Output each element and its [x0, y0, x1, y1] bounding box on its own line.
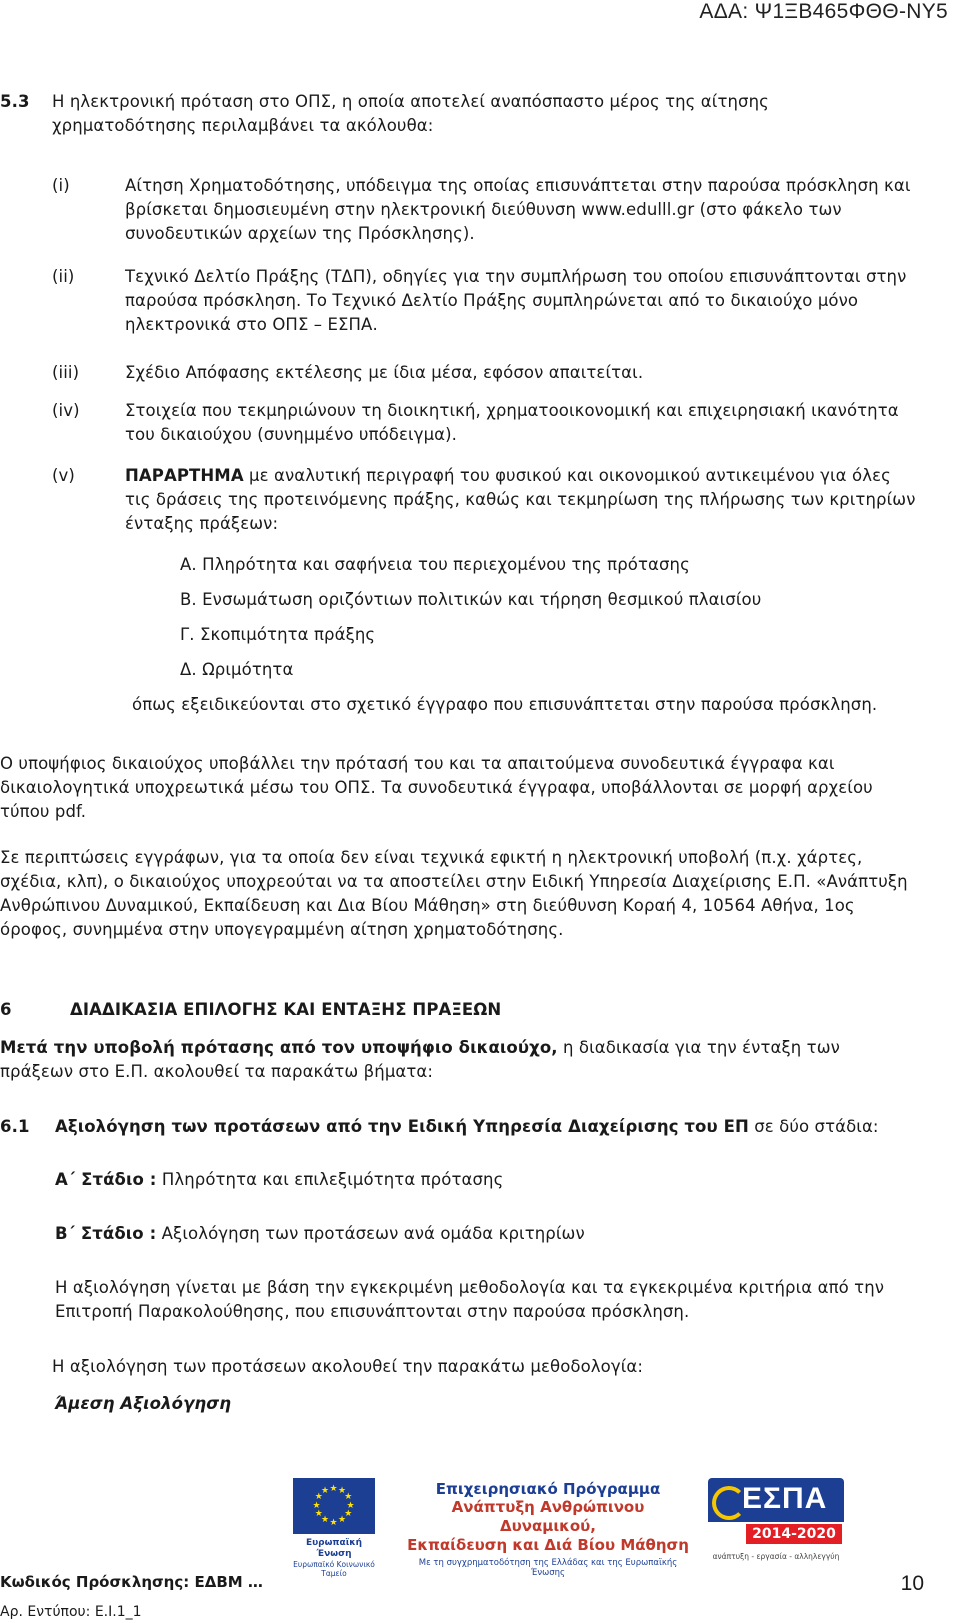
paragraph-line: όροφος, συνημμένα στην υπογεγραμμένη αίτηση χρηματοδότησης. — [0, 920, 564, 939]
item-line: ηλεκτρονικά στο ΟΠΣ – ΕΣΠΑ. — [125, 315, 378, 334]
item-line: ένταξης πράξεων: — [125, 514, 279, 533]
page-number: 10 — [900, 1572, 924, 1595]
item-line: βρίσκεται δημοσιευμένη στην ηλεκτρονική διεύθυνση www.edulll.gr (στο φάκελο των — [125, 200, 842, 219]
item-line: Σχέδιο Απόφασης εκτέλεσης με ίδια μέσα, εφόσον απαιτείται. — [125, 363, 644, 382]
item-line: Αίτηση Χρηματοδότησης, υπόδειγμα της οποίας επισυνάπτεται στην παρούσα πρόσκληση και — [125, 176, 911, 195]
item-line: τις δράσεις της προτεινόμενης πράξης, καθώς και τεκμηρίωση της πλήρωσης των κριτηρίων — [125, 490, 916, 509]
section-number: 6.1 — [0, 1117, 30, 1136]
eu-flag-icon — [293, 1478, 375, 1534]
item-line: συνοδευτικών αρχείων της Πρόσκλησης). — [125, 224, 475, 243]
paragraph-line: δικαιολογητικά υποχρεωτικά μέσω του ΟΠΣ. Τα συνοδευτικά έγγραφα, υποβάλλονται σε μορφή αρχείου — [0, 778, 873, 797]
eu-star-icon: ★ — [338, 1485, 347, 1496]
paragraph-line: Επιτροπή Παρακολούθησης, που επισυνάπτονται στην παρούσα πρόσκληση. — [55, 1302, 690, 1321]
item-label: (v) — [52, 466, 75, 485]
eu-star-icon: ★ — [314, 1509, 323, 1519]
paragraph-line: πράξεων στο Ε.Π. ακολουθεί τα παρακάτω βήματα: — [0, 1062, 434, 1081]
item-line: ΠΑΡΑΡΤΗΜΑ με αναλυτική περιγραφή του φυσικού και οικονομικού αντικειμένου για όλες — [125, 466, 891, 485]
form-number: Αρ. Εντύπου: Ε.Ι.1_1 — [0, 1604, 142, 1620]
espa-logo: ΕΣΠΑ 2014-2020 ανάπτυξη - εργασία - αλληλεγγύη — [708, 1478, 844, 1570]
direct-evaluation-heading: Άμεση Αξιολόγηση — [55, 1394, 232, 1413]
stage-b: Β΄ Στάδιο : Αξιολόγηση των προτάσεων ανά ομάδα κριτηρίων — [55, 1224, 585, 1243]
paragraph-line: Η αξιολόγηση γίνεται με βάση την εγκεκριμένη μεθοδολογία και τα εγκεκριμένα κριτήρια από την — [55, 1278, 885, 1297]
criterion-item: Β. Ενσωμάτωση οριζόντιων πολιτικών και τήρηση θεσμικού πλαισίου — [180, 590, 762, 609]
section-title: ΔΙΑΔΙΚΑΣΙΑ ΕΠΙΛΟΓΗΣ ΚΑΙ ΕΝΤΑΞΗΣ ΠΡΑΞΕΩΝ — [70, 1000, 502, 1019]
section-number: 5.3 — [0, 92, 30, 111]
paragraph-line: τύπου pdf. — [0, 802, 87, 821]
eu-star-icon: ★ — [314, 1492, 323, 1502]
item-label: (ii) — [52, 267, 75, 286]
paragraph-line: σχέδια, κλπ), ο δικαιούχος υποχρεούται να τα αποστείλει στην Ειδική Υπηρεσία Διαχείρισης Ε.Π. «Ανάπτυξη — [0, 872, 908, 891]
stage-a: Α΄ Στάδιο : Πληρότητα και επιλεξιμότητα πρότασης — [55, 1170, 504, 1189]
criterion-item: Δ. Ωριμότητα — [180, 660, 294, 679]
eu-star-icon: ★ — [312, 1500, 321, 1511]
eu-star-icon: ★ — [344, 1509, 353, 1519]
paragraph-line: Ο υποψήφιος δικαιούχος υποβάλλει την πρότασή του και τα απαιτούμενα συνοδευτικά έγγραφα και — [0, 754, 835, 773]
criterion-item: Γ. Σκοπιμότητα πράξης — [180, 625, 376, 644]
section-intro-line: χρηματοδότησης περιλαμβάνει τα ακόλουθα: — [52, 116, 434, 135]
eu-star-icon: ★ — [329, 1483, 338, 1494]
ada-code: ΑΔΑ: Ψ1ΞΒ465ΦΘΘ-ΝΥ5 — [699, 0, 948, 23]
eu-star-icon: ★ — [338, 1515, 347, 1526]
espa-swirl-icon — [712, 1486, 746, 1520]
item-label: (i) — [52, 176, 70, 195]
paragraph-line: Ανθρώπινου Δυναμικού, Εκπαίδευση και Δια Βίου Μάθηση» στη διεύθυνση Κοραή 4, 10564 Αθήνα, 1ος — [0, 896, 855, 915]
closing-line: όπως εξειδικεύονται στο σχετικό έγγραφο που επισυνάπτεται στην παρούσα πρόσκληση. — [132, 695, 878, 714]
eu-star-icon: ★ — [321, 1515, 330, 1526]
paragraph-line: Σε περιπτώσεις εγγράφων, για τα οποία δεν είναι τεχνικά εφικτή η ηλεκτρονική υποβολή (π.χ. χάρτες, — [0, 848, 863, 867]
methodology-line: Η αξιολόγηση των προτάσεων ακολουθεί την παρακάτω μεθοδολογία: — [52, 1357, 644, 1376]
item-line: παρούσα πρόσκληση. Το Τεχνικό Δελτίο Πράξης συμπληρώνεται από το δικαιούχο μόνο — [125, 291, 859, 310]
item-line: Τεχνικό Δελτίο Πράξης (ΤΔΠ), οδηγίες για την συμπλήρωση του οποίου επισυνάπτονται στην — [125, 267, 907, 286]
operational-programme-logo: Επιχειρησιακό Πρόγραμμα Ανάπτυξη Ανθρώπινου Δυναμικού, Εκπαίδευση και Διά Βίου Μάθηση Με τη συγχρηματοδότηση της Ελλάδας και της Ευρωπαϊκής Ένωσης — [407, 1480, 689, 1578]
eu-logo: ★ ★ ★ ★ ★ ★ ★ ★ ★ ★ ★ ★ Ευρωπαϊκή Ένωση Ευρωπαϊκό Κοινωνικό Ταμείο — [290, 1478, 378, 1578]
eu-star-icon: ★ — [321, 1485, 330, 1496]
section-intro-line: Η ηλεκτρονική πρόταση στο ΟΠΣ, η οποία αποτελεί αναπόσπαστο μέρος της αίτησης — [52, 92, 769, 111]
item-label: (iv) — [52, 401, 80, 420]
annex-label: ΠΑΡΑΡΤΗΜΑ — [125, 466, 244, 485]
eu-star-icon: ★ — [344, 1492, 353, 1502]
eu-star-icon: ★ — [346, 1500, 355, 1511]
eu-star-icon: ★ — [329, 1517, 338, 1528]
criterion-item: Α. Πληρότητα και σαφήνεια του περιεχομένου της πρότασης — [180, 555, 690, 574]
section-title: Αξιολόγηση των προτάσεων από την Ειδική Υπηρεσία Διαχείρισης του ΕΠ σε δύο στάδια: — [55, 1117, 879, 1136]
paragraph-line: Μετά την υποβολή πρότασης από τον υποψήφιο δικαιούχο, η διαδικασία για την ένταξη των — [0, 1038, 840, 1057]
call-code: Κωδικός Πρόσκλησης: ΕΔΒΜ … — [0, 1573, 263, 1591]
item-line: του δικαιούχου (συνημμένο υπόδειγμα). — [125, 425, 458, 444]
item-line: Στοιχεία που τεκμηριώνουν τη διοικητική, χρηματοοικονομική και επιχειρησιακή ικανότητα — [125, 401, 899, 420]
section-number: 6 — [0, 1000, 12, 1019]
item-label: (iii) — [52, 363, 80, 382]
